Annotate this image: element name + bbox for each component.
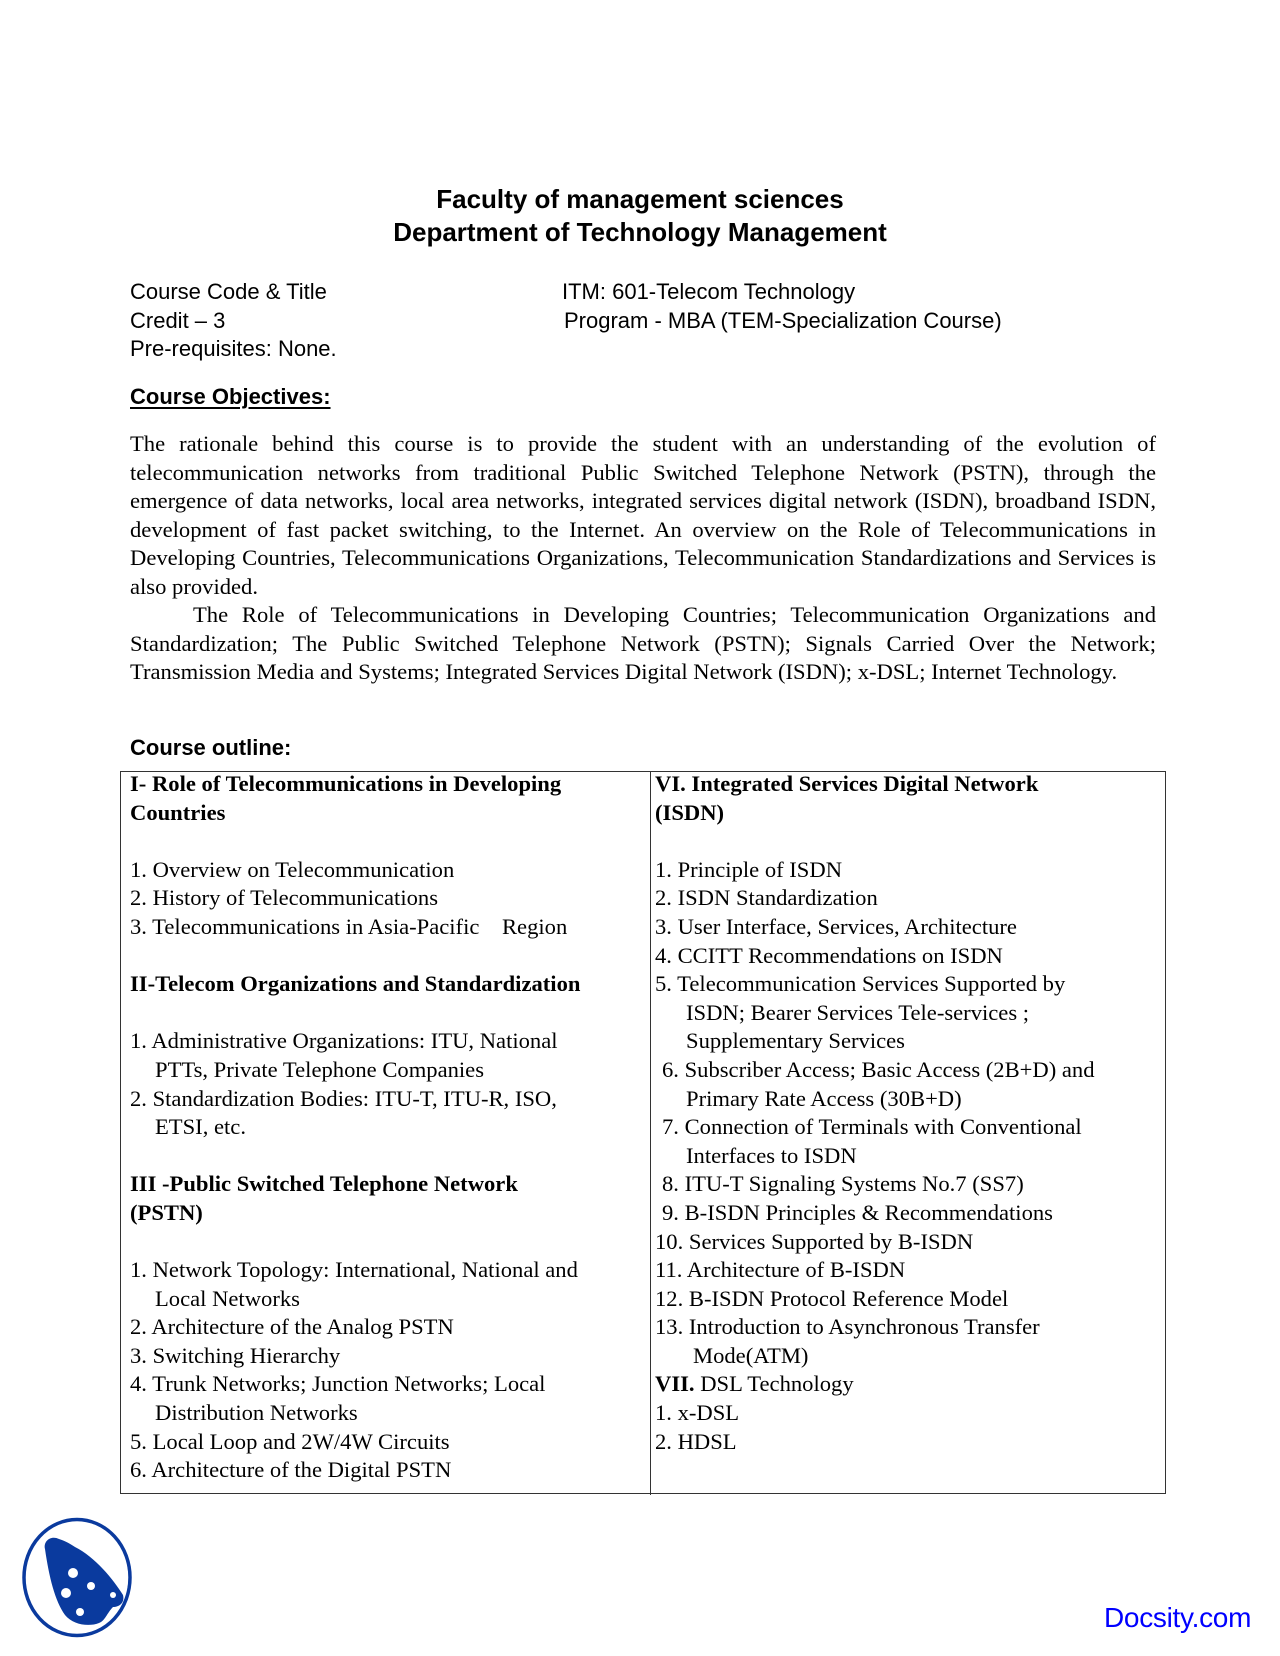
list-item: 1. Principle of ISDN [655, 856, 843, 882]
list-item: 6. Architecture of the Digital PSTN [130, 1457, 452, 1483]
faculty-title: Faculty of management sciences [436, 184, 844, 214]
objectives-paragraph-1: The rationale behind this course is to provide the student with an understanding of the evolution of telecommunication networks from traditional Public Switched Telephone Network (PSTN), through the emergence of data networks, local area networks, integrated services digital network (ISDN), broadband ISDN, development of fast packet switching, to the Internet. An overview on the Role of Telecommunications in Developing Countries, Telecommunications Organizations, Telecommunication Standardizations and Services is also provided. [130, 431, 1156, 599]
objectives-paragraph-2: The Role of Telecommunications in Developing Countries; Telecommunication Organizations and Standardization; The Public Switched Telephone Network (PSTN); Signals Carried Over the Network; Transmission Media and Systems; Integrated Services Digital Network (ISDN); x-DSL; Internet Technology. [130, 602, 1156, 684]
credit-label: Credit – 3 [130, 307, 226, 333]
list-item: 10. Services Supported by B-ISDN [655, 1228, 974, 1254]
list-item-cont: Primary Rate Access (30B+D) [686, 1085, 962, 1111]
list-item: 2. ISDN Standardization [655, 885, 878, 911]
list-item: 2. Standardization Bodies: ITU-T, ITU-R, ISO, [130, 1085, 557, 1111]
list-item: 7. Connection of Terminals with Conventional [662, 1114, 1082, 1140]
list-item: 1. Network Topology: International, National and [130, 1257, 578, 1283]
list-item-cont: Interfaces to ISDN [686, 1142, 857, 1168]
list-item-cont: Distribution Networks [155, 1400, 358, 1426]
list-item: 11. Architecture of B-ISDN [655, 1257, 906, 1283]
course-outline-heading: Course outline: [130, 735, 292, 760]
list-item: 4. Trunk Networks; Junction Networks; Local [130, 1371, 546, 1397]
course-info-labels [130, 278, 337, 364]
list-item-cont: Local Networks [155, 1285, 300, 1311]
list-item: 3. Switching Hierarchy [130, 1342, 341, 1368]
course-info-values [562, 278, 1002, 335]
section-3-title-cont: (PSTN) [130, 1199, 203, 1225]
list-item: 13. Introduction to Asynchronous Transfer [655, 1314, 1040, 1340]
list-item-cont: ETSI, etc. [155, 1114, 246, 1140]
list-item: 2. Architecture of the Analog PSTN [130, 1314, 454, 1340]
list-item: 4. CCITT Recommendations on ISDN [655, 942, 1003, 968]
list-item-cont: Mode(ATM) [693, 1342, 809, 1368]
list-item: 12. B-ISDN Protocol Reference Model [655, 1285, 1009, 1311]
course-objectives-heading: Course Objectives: [130, 384, 331, 409]
section-2-title: II-Telecom Organizations and Standardization [130, 971, 581, 997]
section-7-title [655, 1370, 1160, 1399]
list-item-cont: PTTs, Private Telephone Companies [155, 1056, 484, 1082]
section-7-label: DSL Technology [694, 1371, 854, 1397]
list-item: 3. Telecommunications in Asia-Pacific Region [130, 913, 568, 939]
prerequisites-label: Pre-requisites: None. [130, 336, 337, 361]
list-item-cont: Supplementary Services [686, 1028, 905, 1054]
section-7-numeral: VII. [655, 1371, 695, 1397]
list-item: 6. Subscriber Access; Basic Access (2B+D) and [662, 1056, 1095, 1082]
department-title: Department of Technology Management [393, 217, 887, 247]
docsity-logo-icon[interactable] [21, 1517, 133, 1638]
section-1-title: I- Role of Telecommunications in Developing [130, 771, 562, 796]
section-6-title: VI. Integrated Services Digital Network [655, 771, 1039, 796]
list-item: 1. x-DSL [655, 1400, 740, 1426]
list-item: 1. Administrative Organizations: ITU, National [130, 1028, 558, 1054]
outline-right-column [655, 770, 1160, 1456]
section-1-title-cont: Countries [130, 799, 226, 825]
outline-left-column [130, 770, 642, 1485]
list-item: 8. ITU-T Signaling Systems No.7 (SS7) [662, 1171, 1024, 1197]
docsity-link[interactable]: Docsity.com [1104, 1602, 1252, 1633]
list-item: 9. B-ISDN Principles & Recommendations [662, 1199, 1053, 1225]
section-3-title: III -Public Switched Telephone Network [130, 1171, 518, 1197]
course-code-value: ITM: 601-Telecom Technology [562, 279, 856, 304]
list-item: 3. User Interface, Services, Architecture [655, 913, 1017, 939]
section-6-title-cont: (ISDN) [655, 799, 725, 825]
course-code-label: Course Code & Title [130, 279, 327, 304]
list-item-cont: ISDN; Bearer Services Tele-services ; [686, 999, 1030, 1025]
table-column-divider [650, 771, 651, 1495]
list-item: 2. HDSL [655, 1428, 737, 1454]
list-item: 5. Local Loop and 2W/4W Circuits [130, 1428, 450, 1454]
list-item: 2. History of Telecommunications [130, 885, 438, 911]
list-item: 5. Telecommunication Services Supported by [655, 971, 1066, 997]
program-value: Program - MBA (TEM-Specialization Course) [564, 307, 1002, 333]
list-item: 1. Overview on Telecommunication [130, 856, 455, 882]
